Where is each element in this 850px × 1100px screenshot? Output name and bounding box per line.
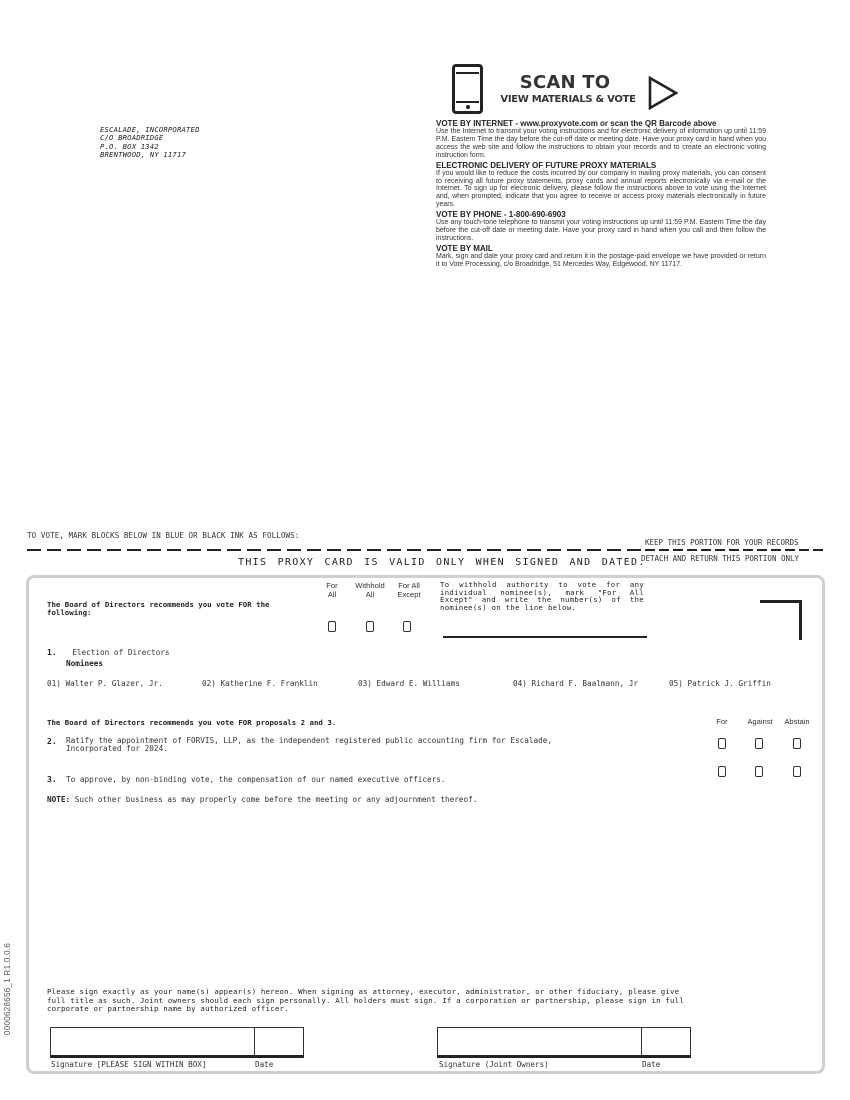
nominee-item: 02) Katherine F. Franklin xyxy=(202,679,318,688)
valid-notice: THIS PROXY CARD IS VALID ONLY WHEN SIGNED AND DATED. xyxy=(238,557,646,568)
nominee-item: 04) Richard F. Baalmann, Jr xyxy=(513,679,638,688)
play-arrow-icon xyxy=(648,76,678,110)
column-for-all-except xyxy=(393,582,425,599)
address-line: C/O BROADRIDGE xyxy=(100,133,164,143)
column-withhold-all xyxy=(349,582,391,599)
document-code: 0000628656_1 R1.0.0.6 xyxy=(3,942,12,1035)
proposal-text: Ratify the appointment of FORVIS, LLP, as the independent registered public accounting firm for Escalade, xyxy=(66,736,552,745)
board-recommendation-proposals: The Board of Directors recommends you vote FOR proposals 2 and 3. xyxy=(47,718,337,727)
joint-signature-label: Signature (Joint Owners) xyxy=(439,1060,549,1069)
voting-instructions xyxy=(436,119,766,270)
smartphone-icon xyxy=(452,64,483,114)
column-for-all xyxy=(321,582,343,599)
checkbox-for-all[interactable] xyxy=(328,621,336,632)
electronic-delivery-heading: ELECTRONIC DELIVERY OF FUTURE PROXY MATERIALS xyxy=(436,160,657,170)
nominee-item: 05) Patrick J. Griffin xyxy=(669,679,771,688)
return-address xyxy=(100,126,200,159)
signing-instruction: Please sign exactly as your name(s) appear(s) hereon. When signing as attorney, executor, administrator, or other fiduciary, please give full title as such. Joint owners should each sign personally. All holders must sign. If a corporation or partnership, please sign in full corporate or partnership name by authorized officer. xyxy=(47,987,684,1014)
proposal-2 xyxy=(47,737,647,753)
detach-line xyxy=(27,549,645,551)
nominee-item: 03) Edward E. Williams xyxy=(358,679,460,688)
checkbox-proposal-3-against[interactable] xyxy=(755,766,763,777)
mail-vote-text: Mark, sign and date your proxy card and return it in the postage-paid envelope we have provided or return it to Vote Processing, c/o Broadridge, 51 Mercedes Way, Edgewood, NY 11717. xyxy=(436,252,766,268)
column-for: For xyxy=(716,717,728,726)
column-label: All xyxy=(327,589,337,599)
checkbox-proposal-2-abstain[interactable] xyxy=(793,738,801,749)
checkbox-proposal-3-abstain[interactable] xyxy=(793,766,801,777)
nominee-item: 01) Walter P. Glazer, Jr. xyxy=(47,679,163,688)
column-label: Withhold xyxy=(355,581,385,590)
column-label: For All xyxy=(398,581,420,590)
signature-box[interactable] xyxy=(50,1027,255,1058)
detach-portion-label: DETACH AND RETURN THIS PORTION ONLY xyxy=(641,554,800,563)
column-label: Except xyxy=(397,589,421,599)
signature-label: Signature [PLEASE SIGN WITHIN BOX] xyxy=(51,1060,207,1069)
checkbox-for-all-except[interactable] xyxy=(403,621,411,632)
checkbox-proposal-2-for[interactable] xyxy=(718,738,726,749)
proposal-number: 1. xyxy=(47,648,57,657)
note xyxy=(47,795,477,804)
scan-title: SCAN TO xyxy=(519,72,611,93)
column-against: Against xyxy=(747,717,773,726)
detach-line-right xyxy=(645,549,825,551)
joint-signature-box[interactable] xyxy=(437,1027,642,1058)
joint-date-label: Date xyxy=(642,1060,661,1069)
phone-vote-heading: VOTE BY PHONE - 1-800-690-6903 xyxy=(436,210,566,220)
nominees-label: Nominees xyxy=(66,659,104,668)
column-abstain: Abstain xyxy=(784,717,810,726)
proposal-text: Incorporated for 2024. xyxy=(66,744,168,753)
joint-date-box[interactable] xyxy=(641,1027,691,1058)
checkbox-proposal-2-against[interactable] xyxy=(755,738,763,749)
proposal-text: Election of Directors xyxy=(72,648,170,657)
corner-registration-mark xyxy=(760,600,802,640)
proposal-3 xyxy=(47,767,446,786)
checkbox-proposal-3-for[interactable] xyxy=(718,766,726,777)
internet-vote-heading: VOTE BY INTERNET - www.proxyvote.com or scan the QR Barcode above xyxy=(436,119,717,128)
address-line: P.O. BOX 1342 xyxy=(100,141,159,151)
column-label: All xyxy=(365,589,375,599)
date-box[interactable] xyxy=(254,1027,304,1058)
scan-subtitle: VIEW MATERIALS & VOTE xyxy=(500,94,636,105)
phone-vote-text: Use any touch-tone telephone to transmit your voting instructions up until 11:59 P.M. Eastern Time the day before the cut-off date or meeting date. Have your proxy card in hand when you call and then follow the instructions. xyxy=(436,219,766,242)
column-label: For xyxy=(326,581,338,590)
proposal-text: To approve, by non-binding vote, the compensation of our named executive officers. xyxy=(66,775,446,784)
checkbox-withhold-all[interactable] xyxy=(366,621,374,632)
keep-portion-label: KEEP THIS PORTION FOR YOUR RECORDS xyxy=(645,538,799,547)
date-label: Date xyxy=(255,1060,274,1069)
note-text: Such other business as may properly come before the meeting or any adjournment thereof. xyxy=(70,795,478,804)
proposal-number: 3. xyxy=(47,775,57,784)
address-line: ESCALADE, INCORPORATED xyxy=(100,125,200,134)
proposal-1 xyxy=(47,640,169,659)
nominee-exception-line[interactable] xyxy=(443,636,647,638)
proposal-number: 2. xyxy=(47,737,57,746)
mark-instruction: TO VOTE, MARK BLOCKS BELOW IN BLUE OR BLACK INK AS FOLLOWS: xyxy=(27,531,300,540)
internet-vote-text: Use the Internet to transmit your voting instructions and for electronic delivery of information up until 11:59 P.M. Eastern Time the day before the cut-off date or meeting date. Have your proxy card in hand when you access the web site and follow the instructions to obtain your records and to create an electronic voting instruction form. xyxy=(436,128,766,159)
note-label: NOTE: xyxy=(47,795,71,804)
address-line: BRENTWOOD, NY 11717 xyxy=(100,149,187,159)
mail-vote-heading: VOTE BY MAIL xyxy=(436,243,493,253)
electronic-delivery-text: If you would like to reduce the costs incurred by our company in mailing proxy materials, you can consent to receiving all future proxy statements, proxy cards and annual reports electronically via e-mail or the Internet. To sign up for electronic delivery, please follow the instructions above to vote using the Internet and, when prompted, indicate that you agree to receive or access proxy materials electronically in future years. xyxy=(436,169,766,209)
withhold-instruction: To withhold authority to vote for any individual nominee(s), mark "For All Except" and write the number(s) of the nominee(s) on the line below. xyxy=(440,580,644,613)
board-recommendation-directors: The Board of Directors recommends you vote FOR the following: xyxy=(47,600,270,618)
